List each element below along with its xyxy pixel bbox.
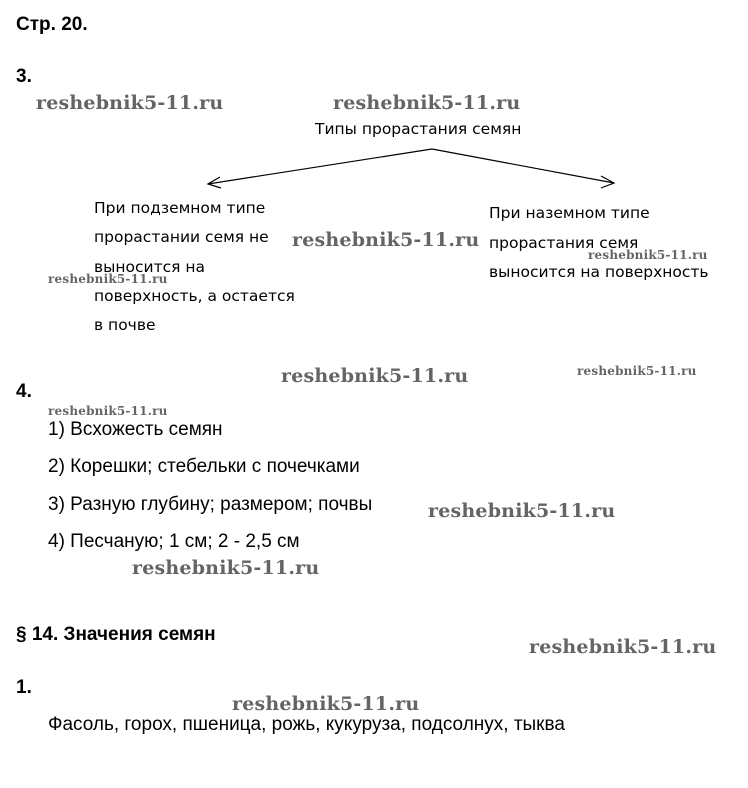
watermark: reshebnik5-11.ru [132, 557, 320, 579]
task-4-number: 4. [16, 381, 32, 402]
left-branch-line: поверхность, а остается [94, 287, 295, 305]
section-title: § 14. Значения семян [16, 624, 216, 645]
watermark: reshebnik5-11.ru [529, 636, 717, 658]
task-1-answer: Фасоль, горох, пшеница, рожь, кукуруза, подсолнух, тыква [48, 714, 565, 735]
task-1-number: 1. [16, 677, 32, 698]
watermark: reshebnik5-11.ru [333, 92, 521, 114]
watermark: reshebnik5-11.ru [281, 365, 469, 387]
left-branch-line: прорастании семя не [94, 228, 269, 246]
watermark: reshebnik5-11.ru [48, 404, 168, 418]
watermark: reshebnik5-11.ru [588, 248, 708, 262]
right-arrow-line [432, 149, 614, 183]
left-branch-line: выносится на [94, 258, 206, 276]
task-3-number: 3. [16, 66, 32, 87]
answer-item: 4) Песчаную; 1 см; 2 - 2,5 см [48, 531, 300, 552]
answer-item: 3) Разную глубину; размером; почвы [48, 494, 373, 515]
right-arrow-head [601, 176, 614, 188]
watermark: reshebnik5-11.ru [577, 364, 697, 378]
left-branch-line: в почве [94, 316, 156, 334]
watermark: reshebnik5-11.ru [232, 693, 420, 715]
watermark: reshebnik5-11.ru [48, 272, 168, 286]
watermark: reshebnik5-11.ru [428, 500, 616, 522]
left-arrow-head [208, 177, 221, 188]
watermark: reshebnik5-11.ru [36, 92, 224, 114]
right-branch-line: выносится на поверхность [489, 263, 709, 281]
page-title: Стр. 20. [16, 14, 88, 35]
answer-item: 1) Всхожесть семян [48, 419, 223, 440]
watermark: reshebnik5-11.ru [292, 229, 480, 251]
right-branch-line: прорастания семя [489, 234, 639, 252]
answer-item: 2) Корешки; стебельки с почечками [48, 456, 360, 477]
left-branch-line: При подземном типе [94, 199, 266, 217]
left-arrow-line [208, 149, 432, 184]
diagram-title: Типы прорастания семян [315, 120, 522, 138]
right-branch-line: При наземном типе [489, 204, 650, 222]
